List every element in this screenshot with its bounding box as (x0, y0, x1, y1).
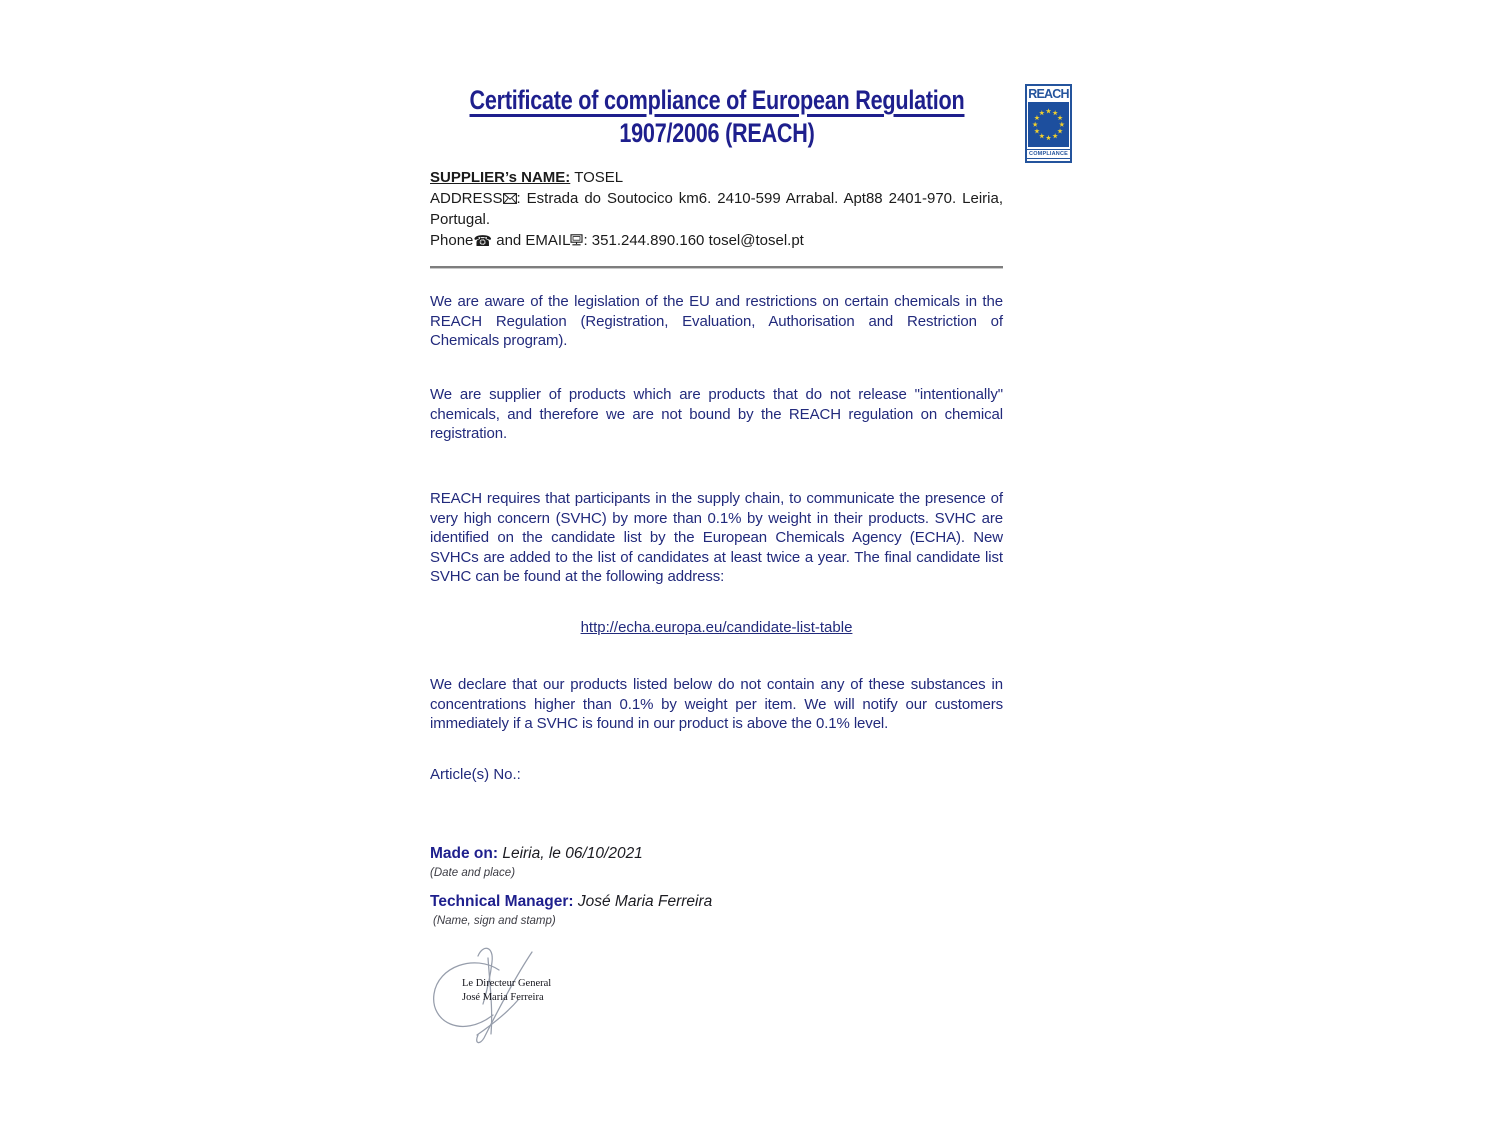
supplier-name-row (430, 168, 1003, 189)
paragraph-declaration: We declare that our products listed below do not contain any of these substances in concentrations higher than 0.1% by weight per item. We will notify our customers immediately if a SVHC is found in our product is above the 0.1% level. (430, 676, 1003, 733)
horizontal-divider (430, 266, 1003, 269)
date-place-caption: (Date and place) (430, 867, 516, 879)
document-title (430, 84, 1003, 150)
supplier-name-label: SUPPLIER’s NAME: (430, 169, 571, 186)
signature-stamp-text (462, 977, 551, 1004)
supplier-address-label: ADDRESS (430, 189, 503, 207)
envelope-icon (503, 190, 517, 211)
paragraph-reach-requirements: REACH requires that participants in the supply chain, to communicate the presence of very high concern (SVHC) by more than 0.1% by weight in their products. SVHC are identified on the candidate list by the European Chemicals Agency (ECHA). New SVHCs are added to the list of candidates at least twice a year. The final candidate list SVHC can be found at the following address: (430, 490, 1003, 586)
supplier-block (430, 168, 1003, 252)
technical-manager-value: José Maria Ferreira (573, 893, 713, 910)
computer-icon (570, 232, 583, 253)
supplier-address-row (430, 189, 1003, 231)
made-on-label: Made on: (430, 845, 499, 862)
made-on-row (430, 845, 1003, 863)
articles-number-label: Article(s) No.: (430, 766, 521, 783)
candidate-list-link[interactable]: http://echa.europa.eu/candidate-list-table (580, 619, 853, 636)
reach-compliance-logo (1025, 84, 1072, 163)
supplier-address-value: : Estrada do Soutocico km6. 2410-599 Arrabal. Apt88 2401-970. Leiria, Portugal. (430, 189, 1003, 228)
reach-logo-compliance-text: COMPLIANCE (1026, 149, 1071, 159)
phone-icon: ☎ (473, 232, 493, 250)
paragraph-supplier-statement: We are supplier of products which are products that do not release "intentionally" chemicals, and therefore we are not bound by the REACH regulation on chemical registration. (430, 386, 1003, 443)
signature-stamp-line2: José Maria Ferreira (462, 991, 544, 1003)
technical-manager-row (430, 893, 1003, 911)
document-title-line1: Certificate of compliance of European Regulation (469, 85, 964, 115)
reach-logo-compliance-band (1027, 147, 1070, 161)
supplier-phone-row (430, 231, 1003, 253)
supplier-phone-label: Phone (430, 231, 474, 249)
made-on-value: Leiria, le 06/10/2021 (498, 845, 643, 862)
reach-logo-title: REACH (1028, 87, 1069, 101)
supplier-name-value: TOSEL (574, 169, 624, 186)
document-title-line2: 1907/2006 (REACH) (618, 118, 815, 148)
eu-stars-icon (1028, 102, 1069, 147)
technical-manager-label: Technical Manager: (430, 893, 574, 910)
name-sign-stamp-caption: (Name, sign and stamp) (433, 915, 556, 927)
paragraph-awareness: We are aware of the legislation of the EU and restrictions on certain chemicals in the REACH Regulation (Registration, Evaluation, Authorisation and Restriction of Chemicals program). (430, 293, 1003, 350)
supplier-email-label: and EMAIL (492, 231, 571, 249)
signature-stamp-line1: Le Directeur General (462, 978, 552, 989)
candidate-list-link-row (430, 619, 1003, 637)
supplier-phone-email-value: : 351.244.890.160 tosel@tosel.pt (583, 231, 804, 249)
